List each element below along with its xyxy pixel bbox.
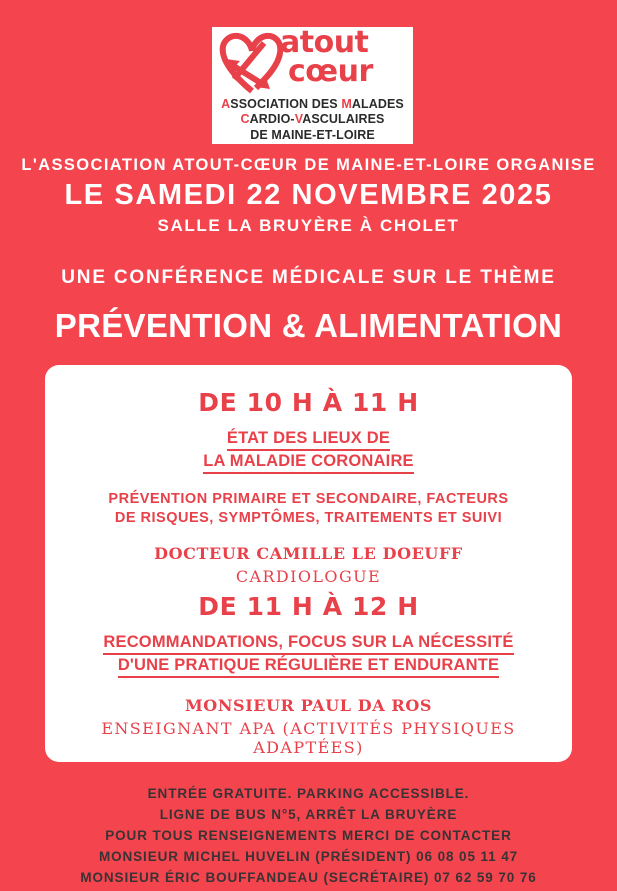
logo-subtitle-line-2 xyxy=(212,112,413,127)
logo-subtitle-line-3: DE MAINE-ET-LOIRE xyxy=(250,127,375,142)
logo-word-coeur: cœur xyxy=(288,53,373,89)
logo-wordmark xyxy=(274,27,413,89)
logo-subtitle-2a: ARDIO- xyxy=(249,112,295,127)
session-1-speaker: DOCTEUR CAMILLE LE DOEUFF xyxy=(154,543,463,563)
page-title: PRÉVENTION & ALIMENTATION xyxy=(54,307,563,345)
logo-subtitle xyxy=(212,97,413,143)
session-1-description xyxy=(45,490,572,528)
session-1-time: DE 10 H À 11 H xyxy=(198,388,419,417)
logo-initial-v: V xyxy=(294,112,303,127)
session-block-1 xyxy=(45,389,572,586)
session-2-role: ENSEIGNANT APA (ACTIVITÉS PHYSIQUES ADAPTÉES) xyxy=(101,718,516,757)
footer-line-bus: LIGNE DE BUS N°5, ARRÊT LA BRUYÈRE xyxy=(159,806,458,822)
event-venue: SALLE LA BRUYÈRE À CHOLET xyxy=(157,216,460,236)
logo-subtitle-2b: ASCULAIRES xyxy=(302,112,385,127)
event-date: LE SAMEDI 22 NOVEMBRE 2025 xyxy=(64,178,553,211)
logo-initial-c: C xyxy=(240,112,250,127)
session-2-subject-line-2: D'UNE PRATIQUE RÉGULIÈRE ET ENDURANTE xyxy=(118,655,499,678)
session-1-role: CARDIOLOGUE xyxy=(235,566,382,586)
footer-line-entry: ENTRÉE GRATUITE. PARKING ACCESSIBLE. xyxy=(147,786,470,801)
session-1-subject xyxy=(45,428,572,474)
session-2-subject xyxy=(45,632,572,678)
logo-initial-m: M xyxy=(341,97,352,111)
session-1-subject-line-1: ÉTAT DES LIEUX DE xyxy=(227,428,390,451)
session-1-desc-line-1: PRÉVENTION PRIMAIRE ET SECONDAIRE, FACTEURS xyxy=(108,490,509,507)
session-2-speaker: MONSIEUR PAUL DA ROS xyxy=(184,695,433,715)
logo-initial-a: A xyxy=(221,97,231,111)
logo-subtitle-1a: SSOCIATION DES xyxy=(230,97,342,111)
sessions-panel xyxy=(45,365,572,762)
footer-line-contact-intro: POUR TOUS RENSEIGNEMENTS MERCI DE CONTACTER xyxy=(105,827,512,843)
logo-word-atout: atout xyxy=(280,27,369,60)
session-1-subject-line-2: LA MALADIE CORONAIRE xyxy=(203,451,414,474)
theme-intro: UNE CONFÉRENCE MÉDICALE SUR LE THÈME xyxy=(61,266,556,288)
poster-header xyxy=(0,155,617,346)
footer-line-president: MONSIEUR MICHEL HUVELIN (PRÉSIDENT) 06 08 05 11 47 xyxy=(98,848,519,864)
poster-footer xyxy=(0,784,617,889)
session-2-time: DE 11 H À 12 H xyxy=(198,592,419,621)
session-block-2 xyxy=(45,593,572,757)
session-1-desc-line-2: DE RISQUES, SYMPTÔMES, TRAITEMENTS ET SUIVI xyxy=(114,509,503,526)
organizer-line: L'ASSOCIATION ATOUT-CŒUR DE MAINE-ET-LOIRE ORGANISE xyxy=(21,156,596,174)
logo-subtitle-line-1 xyxy=(212,97,413,112)
logo-subtitle-1b: ALADES xyxy=(351,97,404,111)
footer-line-secretary: MONSIEUR ÉRIC BOUFFANDEAU (SECRÉTAIRE) 07 62 59 70 76 xyxy=(80,869,537,885)
session-2-subject-line-1: RECOMMANDATIONS, FOCUS SUR LA NÉCESSITÉ xyxy=(103,632,513,655)
logo-top-row xyxy=(212,27,413,99)
association-logo xyxy=(212,27,413,144)
